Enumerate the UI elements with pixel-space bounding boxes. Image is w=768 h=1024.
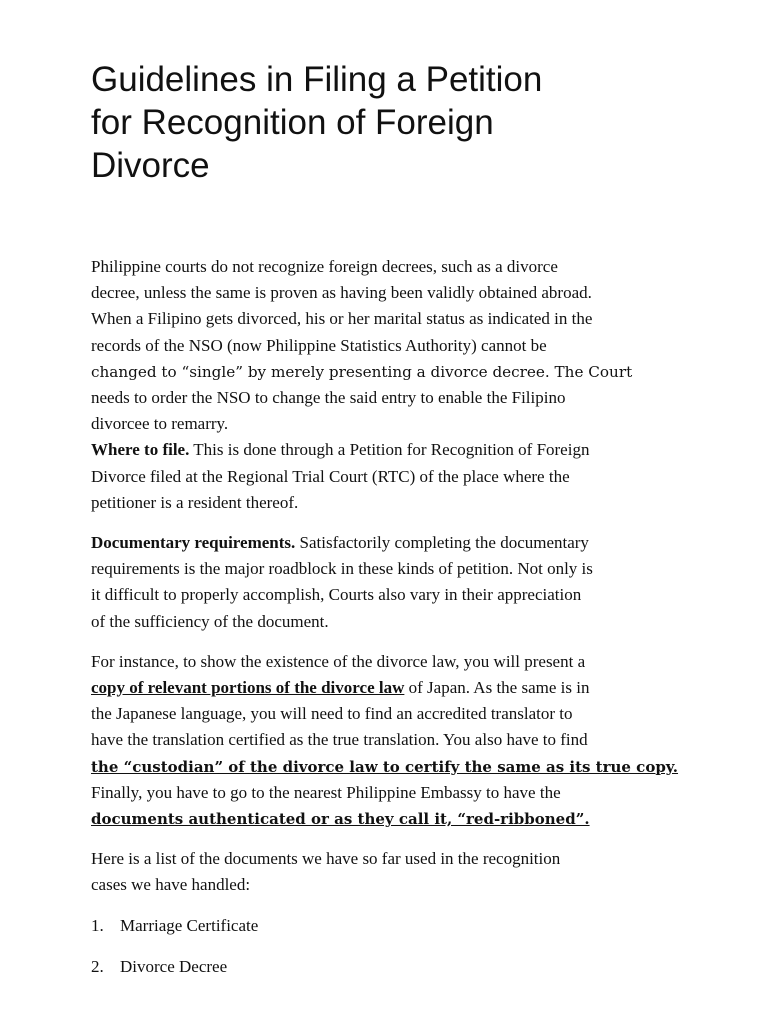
list-intro-line-2: cases we have handled: [91,875,251,895]
intro-line-3: When a Filipino gets divorced, his or her marital status as indicated in the [91,309,593,329]
intro-line-1: Philippine courts do not recognize foreign decrees, such as a divorce [91,257,558,276]
for-instance-paragraph [91,649,708,832]
intro-paragraph [91,254,708,437]
page-title [91,58,708,187]
instance-line-3: the Japanese language, you will need to find an accredited translator to [91,704,573,724]
instance-line-5 [91,754,708,780]
intro-line-5 [91,359,708,385]
documents-list [91,913,708,980]
where-line-1-text: This is done through a Petition for Recognition of Foreign [189,440,590,460]
instance-line-2 [91,675,708,701]
intro-line-5a: changed to “single” by merely presenting a divorce decree [91,362,545,381]
list-intro-line-1: Here is a list of the documents we have so far used in the recognition [91,849,561,869]
intro-line-7: divorcee to remarry. [91,414,229,434]
divorce-law-copy-link: copy of relevant portions of the divorce law [91,678,405,698]
docs-line-3: it difficult to properly accomplish, Courts also vary in their appreciation [91,585,582,605]
list-item-number: 1. [91,915,104,935]
title-line-2: for Recognition of Foreign [91,103,494,142]
instance-line-4: have the translation certified as the true translation. You also have to find [91,730,588,750]
docs-line-4: of the sufficiency of the document. [91,611,329,631]
docs-line-2: requirements is the major roadblock in these kinds of petition. Not only is [91,559,593,579]
instance-line-1: For instance, to show the existence of the divorce law, you will present a [91,651,586,671]
docs-heading: Documentary requirements. [91,533,296,553]
where-to-file-paragraph [91,437,708,516]
intro-line-5b: . The Court [544,362,633,381]
list-item-text: Marriage Certificate [120,915,259,935]
title-line-3: Divorce [91,146,210,185]
list-item-number: 2. [91,956,104,976]
instance-line-6: Finally, you have to go to the nearest Philippine Embassy to have the [91,782,561,802]
title-line-1: Guidelines in Filing a Petition [91,60,543,99]
where-line-1 [91,437,708,463]
intro-line-6: needs to order the NSO to change the said entry to enable the Filipino [91,388,566,408]
list-item [91,913,708,939]
documentary-requirements-paragraph [91,530,708,635]
where-line-2: Divorce filed at the Regional Trial Court (RTC) of the place where the [91,466,570,486]
docs-line-1-text: Satisfactorily completing the documentary [295,533,589,553]
red-ribboned-emphasis: documents authenticated or as they call it, “red-ribboned”. [91,810,590,829]
instance-line-2-text: of Japan. As the same is in [404,678,590,698]
custodian-emphasis: the “custodian” of the divorce law to certify the same as its true copy. [91,757,679,776]
intro-line-4: records of the NSO (now Philippine Statistics Authority) cannot be [91,335,547,355]
where-line-3: petitioner is a resident thereof. [91,492,299,512]
instance-line-7 [91,806,708,832]
list-item [91,954,708,980]
docs-line-1 [91,530,708,556]
list-item-text: Divorce Decree [120,956,228,976]
where-heading: Where to file. [91,440,190,460]
intro-line-2: decree, unless the same is proven as having been validly obtained abroad. [91,283,592,303]
list-intro-paragraph [91,846,708,898]
